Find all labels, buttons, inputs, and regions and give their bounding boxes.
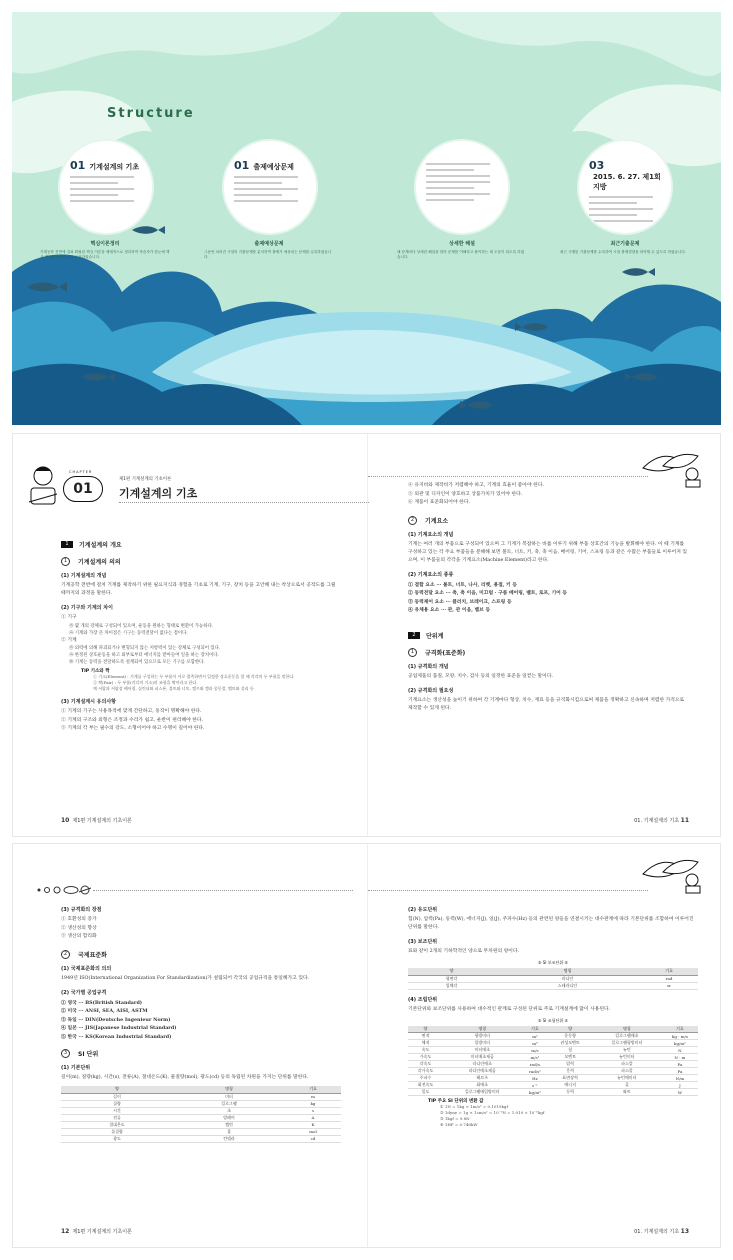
subsection-heading: 3 SI 단위 xyxy=(61,1049,341,1058)
hero-caption-recent: 최근기출문제 최근 시행된 기출문제를 수록하여 시험 출제경향을 파악할 수 있도록 하였습니다. xyxy=(560,241,686,254)
page-footer: 12 제1편 기계설계의 기초이론 xyxy=(61,1228,132,1235)
page-footer: 01. 기계설계의 기초 11 xyxy=(634,817,689,824)
table-row: 절대온도 켈빈 K xyxy=(61,1121,341,1128)
table-row xyxy=(408,1033,698,1040)
page-13 xyxy=(368,844,722,1247)
chapter-label: CHAPTER xyxy=(69,470,93,474)
item-heading: (2) 유도단위 xyxy=(408,907,438,913)
list-item: ② 기계의 구조와 외형은 조정과 수리가 쉽고, 운반이 편리해야 한다. xyxy=(61,717,204,723)
paragraph: 기계공학 전반에 걸쳐 기계를 제작하기 위한 필요지식과 경험을 기초로 기계, 기구, 장치 등을 고안해 내는 착상으로서 공작도를 그릴 때까지의 과정을 말한다. xyxy=(61,583,336,596)
table-cell: 회전속도 xyxy=(408,1082,443,1089)
list-item: ㉮ 외력에 의해 파괴되거나 변형되지 않는 저항력이 있는 강체로 구성되어 있다. xyxy=(69,646,221,651)
table-row: 질량 킬로그램 kg xyxy=(61,1100,341,1107)
table-cell: 킬로그램평방미터 xyxy=(592,1040,662,1047)
subsection-heading: 1 기계설계의 의의 xyxy=(61,557,341,566)
table-row xyxy=(408,1075,698,1082)
list-item: ④ 유지비와 제작비가 저렴해야 하고, 기계의 효율이 좋아야 한다. xyxy=(408,483,544,488)
table-row xyxy=(408,1068,698,1075)
table-cell: 각속도 xyxy=(408,1061,443,1068)
table-cell: Hz xyxy=(522,1075,549,1082)
table-row: 전류 암페어 A xyxy=(61,1114,341,1121)
tip-note: 예 서랍과 서랍장 베어링, 실린더와 피스톤, 볼트와 너트, 캠프와 캠과 종동절, 벨트와 풀리 등 xyxy=(93,686,254,691)
tip-label: TIP 주요 SI 단위의 변환 값 xyxy=(428,1099,484,1104)
paragraph: 기계요소는 생산성을 높이기 위하여 각 기계마다 형상, 치수, 재료 등을 규격화시킴으로써 제품을 정확하고 신속하며 저렴한 가격으로 제작할 수 있게 된다. xyxy=(408,697,685,711)
table-cell: 미터매초제곱 xyxy=(443,1054,522,1061)
table-row xyxy=(408,1089,698,1096)
tip-note: ① 1N = 1kg × 1m/s² = 0.1019kgf xyxy=(440,1104,508,1109)
tip-note: ① 기소(Element) : 기계를 구성하는 두 부품이 서로 접촉하면서 일정한 상호운동을 할 때 각각의 두 부품을 말한다. xyxy=(93,674,295,679)
list-item: ② 기계 xyxy=(61,637,77,643)
table-cell: 에너지 xyxy=(548,1082,592,1089)
table-cell: 속도 xyxy=(408,1047,443,1054)
table-cell: 가속도 xyxy=(408,1054,443,1061)
table-cell: Pa xyxy=(662,1061,698,1068)
tip-label: TIP 기소와 짝 xyxy=(81,669,110,674)
item-heading: (1) 규격화의 개념 xyxy=(408,663,449,670)
table-cell: s⁻¹ xyxy=(522,1082,549,1089)
subsection-heading: 2 기계요소 xyxy=(408,516,688,525)
table-cell: 평방미터 xyxy=(443,1033,522,1040)
list-item: ③ 생산의 합리화 xyxy=(61,934,97,939)
item-heading: (3) 보조단위 xyxy=(408,939,438,945)
table-row xyxy=(408,1040,698,1047)
table-row xyxy=(408,1047,698,1054)
chapter-number: 01 xyxy=(63,476,103,502)
list-item: ③ 독일 ··· DIN(Deutsche Ingenieur Norm) xyxy=(61,1016,171,1023)
list-item: ① 기구 xyxy=(61,615,77,620)
table-cell: 와트 xyxy=(592,1089,662,1096)
card-title: 2015. 6. 27. 제1회 지방 xyxy=(593,173,661,191)
paragraph: 표와 같이 2개의 기하학적인 양으로 무차원의 양이다. xyxy=(408,949,520,954)
paragraph: 1949년 ISO(International Organization For Standardization)가 설립되어 각국의 공업규격을 통일해가고 있다. xyxy=(61,975,310,981)
paragraph: 기본단위와 보조단위를 사용하여 대수적인 관계로 구성된 단위로 주로 기계설계에 많이 사용된다. xyxy=(408,1006,611,1012)
table-cell: 체적 xyxy=(408,1040,443,1047)
table-cell: 동력 xyxy=(548,1089,592,1096)
list-item: ② 동력전달 요소 ··· 축, 축 이음, 미끄럼 · 구름 베어링, 벨트, 로프, 기어 등 xyxy=(408,590,568,596)
table-cell: 주파수 xyxy=(408,1075,443,1082)
item-heading: (2) 규격화의 필요성 xyxy=(408,687,454,694)
table-cell: 라디안매초 xyxy=(443,1061,522,1068)
table-cell: kg/m² xyxy=(662,1040,698,1047)
table-cell: 뉴턴미터 xyxy=(592,1054,662,1061)
table-cell: 킬로그램매입방미터 xyxy=(443,1089,522,1096)
table-cell: 밀도 xyxy=(408,1089,443,1096)
preview-card-solution xyxy=(414,139,510,235)
hero-caption-theory: 핵심이론정리 기계공학 전반에 걸쳐 확립된 핵심 이론을 체계적으로 정리하여 학습자가 한눈에 핵심 개념을 파악하도록 구성하였습니다. xyxy=(40,241,170,259)
table-cell: N/m xyxy=(662,1075,698,1082)
table-cell: W xyxy=(662,1089,698,1096)
table-cell: N · m xyxy=(662,1054,698,1061)
list-item: ⑤ 외관 및 디자인이 양호하고 상품가치가 있어야 한다. xyxy=(408,491,523,497)
page-spread-12-13 xyxy=(12,843,721,1248)
list-item: ③ 기계의 각 부는 필수의 강도, 소형이어야 하고 수명이 길어야 한다. xyxy=(61,726,205,731)
paragraph: 기계는 여러 개의 부품으로 구성되어 있으며 그 기계가 복잡하는 바를 이루기 위해 부품 상호간의 기능을 발휘해야 한다. 이 때 기계를 구성하고 있는 각 주요 부품들을 분해해 보면 볼트, 너트, 키, 축, 축 이음, 베어링, 기어, 스프링 등과 같은 수많은 부품들로 이루어져 있으며, 이 부품들의 각각을 기계요소(Machine Element)라고 한다. xyxy=(408,541,688,563)
subsection-heading: 1 규격화(표준화) xyxy=(408,648,688,657)
section-heading: 2 단위계 xyxy=(408,631,688,640)
table-cell: 운동량 xyxy=(548,1033,592,1040)
card-number: 01 xyxy=(70,159,86,172)
list-item: ① 영국 ··· BS(British Standard) xyxy=(61,999,143,1006)
table-caption: ⑤ SI 조립단위 ⑤ xyxy=(537,1017,569,1023)
hero-title: Structure xyxy=(107,106,195,121)
list-item: ⑤ 한국 ··· KS(Korean Industrial Standard) xyxy=(61,1033,172,1040)
table-cell: 모멘트 xyxy=(548,1054,592,1061)
list-item: ④ 일본 ··· JIS(Japanese Industrial Standard) xyxy=(61,1025,177,1031)
table-cell: 뉴턴매미터 xyxy=(592,1075,662,1082)
table-cell: 표면장력 xyxy=(548,1075,592,1082)
table-cell: Pa xyxy=(662,1068,698,1075)
item-heading: (2) 기계요소의 종류 xyxy=(408,571,454,578)
table-caption: ⑤ SI 보조단위 ⑤ xyxy=(537,960,569,965)
tip-note: ② 1dyne = 1g × 1cm/s² = 10⁻⁵N = 1.019 × 10⁻⁶kgf xyxy=(440,1110,545,1115)
page-10 xyxy=(13,434,367,836)
table-cell: 파스칼 xyxy=(592,1068,662,1075)
list-item: ㉰ 기계는 동력을 전달하도록 설계되어 있으므로 모든 기구를 포함한다. xyxy=(69,660,205,665)
table-cell: 입방미터 xyxy=(443,1040,522,1047)
table-cell: 힘 xyxy=(548,1047,592,1054)
list-item: ② 생산성의 향상 xyxy=(61,925,97,931)
item-heading: (2) 기구와 기계의 차이 xyxy=(61,605,113,611)
table-cell: rad/s² xyxy=(522,1068,549,1075)
chapter-title: 기계설계의 기초 xyxy=(119,487,198,500)
plant-character-icon xyxy=(638,854,708,894)
subsection-heading: 2 국제표준화 xyxy=(61,950,341,959)
table-cell: m/s² xyxy=(522,1054,549,1061)
table-cell: 압력 xyxy=(548,1061,592,1068)
table-cell: 각가속도 xyxy=(408,1068,443,1075)
item-heading: (3) 기계설계시 유의사항 xyxy=(61,699,117,705)
paragraph: 힘(N), 압력(Pa), 동력(W), 에너지(J), 일(J), 주파수(Hz) 등의 관련된 양들을 연결시키는 대수관계에 따라 기본단위를 조합하여 이루어진 단위를 말한다. xyxy=(408,917,694,930)
hero-caption-solution: 상세한 해설 매 문제마다 상세한 해설을 달아 문제를 이해하고 풀이하는 데 도움이 되도록 하였습니다. xyxy=(397,241,525,259)
card-title: 기계설계의 기초 xyxy=(89,163,140,171)
table-cell: N xyxy=(662,1047,698,1054)
table-row xyxy=(408,1054,698,1061)
table-cell: 파스칼 xyxy=(592,1061,662,1068)
part-label: 제1편 기계설계의 기초이론 xyxy=(119,477,172,482)
table-cell: 라디안매초제곱 xyxy=(443,1068,522,1075)
list-item: ㉯ 한정된 상호운동을 하고 외부로부터 에너지를 받아들여 일을 하는 장치이다. xyxy=(69,653,219,658)
tip-note: ② 짝(Pair) : 두 부품(각각의 기소)의 조합을 짝이라고 한다. xyxy=(93,680,198,685)
tip-note: ③ 1kgf = 9.8N xyxy=(440,1116,470,1121)
card-number: 03 xyxy=(589,159,605,172)
table-cell: 응력 xyxy=(548,1068,592,1075)
table-row: 길이 미터 m xyxy=(61,1093,341,1100)
item-heading: (1) 기본단위 xyxy=(61,1065,91,1071)
page-12 xyxy=(13,844,367,1247)
page-footer: 10 제1편 기계설계의 기초이론 xyxy=(61,817,132,824)
paragraph: 공업제품의 품질, 모양, 치수, 검사 등의 일정한 표준을 일컫는 말이다. xyxy=(408,673,553,679)
item-heading: (4) 조립단위 xyxy=(408,996,438,1003)
table-row: 평면각 라디안 rad xyxy=(408,975,698,982)
table-cell: 헤르츠 xyxy=(443,1075,522,1082)
list-item: ① 기계의 기구는 사용목적에 맞게 간단하고, 동작이 명확해야 한다. xyxy=(61,709,202,714)
list-item: ① 호환성의 증가 xyxy=(61,917,97,922)
table-cell: 뉴턴 xyxy=(592,1047,662,1054)
table-cell: kg · m/s xyxy=(662,1033,698,1040)
list-item: ④ 유체용 요소 ··· 관, 관 이음, 밸브 등 xyxy=(408,607,491,613)
list-item: ③ 동력제어 요소 ··· 클러치, 브레이크, 스프링 등 xyxy=(408,598,512,605)
section-heading: 1 기계설계의 개요 xyxy=(61,540,341,549)
table-row xyxy=(408,1082,698,1089)
table-cell: rad/s xyxy=(522,1061,549,1068)
table-row: 입체각 스테라디안 sr xyxy=(408,982,698,989)
table-row: 광도 칸델라 cd xyxy=(61,1135,341,1142)
list-item: ㉯ 기계와 가장 큰 차이점은 기구는 동력전달이 없다는 점이다. xyxy=(69,630,188,636)
table-cell: 면적 xyxy=(408,1033,443,1040)
card-number: 01 xyxy=(234,159,250,172)
preview-card-theory xyxy=(58,139,154,235)
list-item: ㉮ 몇 개의 강체로 구성되어 있으며, 운동을 원하는 형태로 변환이 가능하다. xyxy=(69,623,214,629)
table-cell: kg/m³ xyxy=(522,1089,549,1096)
chapter-header xyxy=(41,468,341,508)
list-item: ⑥ 재품이 표준화되어야 한다. xyxy=(408,500,470,505)
structure-hero xyxy=(12,12,721,425)
item-heading: (1) 기계설계의 개념 xyxy=(61,573,107,579)
item-heading: (1) 기계요소의 개념 xyxy=(408,531,454,538)
planets-icon xyxy=(35,884,95,896)
page-11 xyxy=(368,434,722,836)
table-cell: J xyxy=(662,1082,698,1089)
hero-caption-exam: 출제예상문제 그동안 치러진 시험의 기출문제를 분석하여 출제가 예상되는 문제를 수록하였습니다. xyxy=(204,241,332,259)
preview-card-recent xyxy=(577,139,673,235)
list-item: ② 미국 ··· ANSI, SEA, AISI, ASTM xyxy=(61,1008,148,1014)
table-row: 시간 초 s xyxy=(61,1107,341,1114)
table-row xyxy=(408,1061,698,1068)
si-supplementary-units-table: 양 명칭 기호 평면각 라디안 rad 입체각 스테라디안 sr xyxy=(408,968,698,990)
page-footer: 01. 기계설계의 기초 13 xyxy=(634,1228,689,1235)
table-cell: 줄 xyxy=(592,1082,662,1089)
table-cell: 회매초 xyxy=(443,1082,522,1089)
si-base-units-table: 양 명칭 기호 길이 미터 m 질량 킬로그램 kg 시간 초 s 전류 암페어 A 절대온도 켈빈 K 물질량 몰 mol 광도 칸델라 cd xyxy=(61,1086,341,1143)
paragraph: 길이(m), 질량(kg), 시간(s), 전류(A), 절대온도(K), 물질량(mol), 광도(cd) 등의 독립된 차원을 가지는 단위를 말한다. xyxy=(61,1075,309,1080)
tip-note: ④ 1HP = 0.746kW xyxy=(440,1122,478,1127)
table-cell: 미터매초 xyxy=(443,1047,522,1054)
si-derived-units-table: 양 명칭 기호 양 명칭 기호 면적 평방미터 m² 운동량 킬로그램매초 kg · m/s 체적 입방미터 m³ 관성모멘트 킬로그램평방미터 kg/m² 속도 미터매초 m/s 힘 뉴턴 N 가속도 미터매초제곱 m/s² 모멘트 뉴턴미터 N · m 각속도 라디안매초 rad/s 압력 파스칼 Pa 각가속도 라디안매초제곱 rad/s² 응력 파스칼 Pa 주파수 헤르츠 Hz 표면장력 뉴턴매미터 N/m 회전속도 회매초 s⁻¹ 에너지 줄 J 밀도 킬로그램매입방미터 kg/m³ 동력 와트 W xyxy=(408,1026,698,1097)
item-heading: (1) 국제표준화의 의의 xyxy=(61,965,112,972)
table-cell: m/s xyxy=(522,1047,549,1054)
item-heading: (2) 국가별 공업규격 xyxy=(61,989,107,996)
table-cell: 킬로그램매초 xyxy=(592,1033,662,1040)
page-spread-10-11 xyxy=(12,433,721,837)
card-title: 출제예상문제 xyxy=(253,163,294,171)
table-cell: m² xyxy=(522,1033,549,1040)
table-cell: 관성모멘트 xyxy=(548,1040,592,1047)
preview-card-exam xyxy=(222,139,318,235)
list-item: ① 결합 요소 ··· 볼트, 너트, 나사, 리벳, 용접, 키 등 xyxy=(408,581,517,588)
table-cell: m³ xyxy=(522,1040,549,1047)
table-row: 물질량 몰 mol xyxy=(61,1128,341,1135)
item-heading: (3) 규격화의 장점 xyxy=(61,907,102,913)
